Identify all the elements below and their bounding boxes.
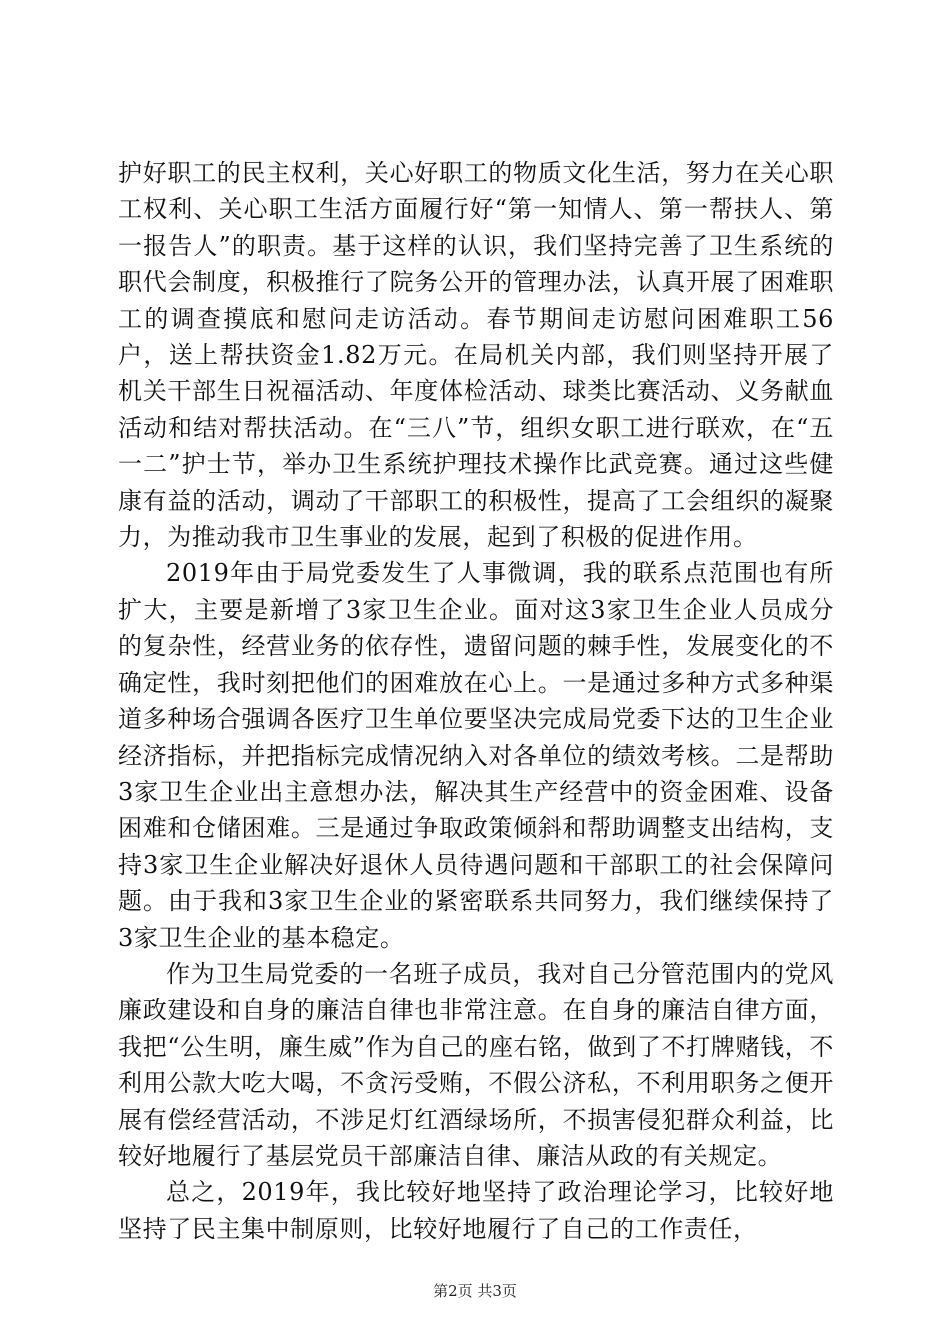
document-body xyxy=(118,155,834,1247)
paragraph-summary: 总之，2019年，我比较好地坚持了政治理论学习，比较好地坚持了民主集中制原则，比较好地履行了自己的工作责任， xyxy=(118,1178,834,1243)
page-footer xyxy=(0,1280,950,1301)
paragraph-continuation: 护好职工的民主权利，关心好职工的物质文化生活，努力在关心职工权利、关心职工生活方面履行好“第一知情人、第一帮扶人、第一报告人”的职责。基于这样的认识，我们坚持完善了卫生系统的职代会制度，积极推行了院务公开的管理办法，认真开展了困难职工的调查摸底和慰问走访活动。春节期间走访慰问困难职工56户，送上帮扶资金1.82万元。在局机关内部，我们则坚持开展了机关干部生日祝福活动、年度体检活动、球类比赛活动、义务献血活动和结对帮扶活动。在“三八”节，组织女职工进行联欢，在“五一二”护士节，举办卫生系统护理技术操作比武竞赛。通过这些健康有益的活动，调动了干部职工的积极性，提高了工会组织的凝聚力，为推动我市卫生事业的发展，起到了积极的促进作用。 xyxy=(118,159,834,552)
paragraph-enterprise-liaison: 2019年由于局党委发生了人事微调，我的联系点范围也有所扩大，主要是新增了3家卫生企业。面对这3家卫生企业人员成分的复杂性，经营业务的依存性，遗留问题的棘手性，发展变化的不确定性，我时刻把他们的困难放在心上。一是通过多种方式多种渠道多种场合强调各医疗卫生单位要坚决完成局党委下达的卫生企业经济指标，并把指标完成情况纳入对各单位的绩效考核。二是帮助3家卫生企业出主意想办法，解决其生产经营中的资金困难、设备困难和仓储困难。三是通过争取政策倾斜和帮助调整支出结构，支持3家卫生企业解决好退休人员待遇问题和干部职工的社会保障问题。由于我和3家卫生企业的紧密联系共同努力，我们继续保持了3家卫生企业的基本稳定。 xyxy=(118,559,834,952)
paragraph-integrity: 作为卫生局党委的一名班子成员，我对自己分管范围内的党风廉政建设和自身的廉洁自律也非常注意。在自身的廉洁自律方面，我把“公生明，廉生威”作为自己的座右铭，做到了不打牌赌钱，不利用公款大吃大喝，不贪污受贿，不假公济私，不利用职务之便开展有偿经营活动，不涉足灯红酒绿场所，不损害侵犯群众利益，比较好地履行了基层党员干部廉洁自律、廉洁从政的有关规定。 xyxy=(118,959,834,1170)
page-number: 第2页 共3页 xyxy=(433,1282,517,1300)
